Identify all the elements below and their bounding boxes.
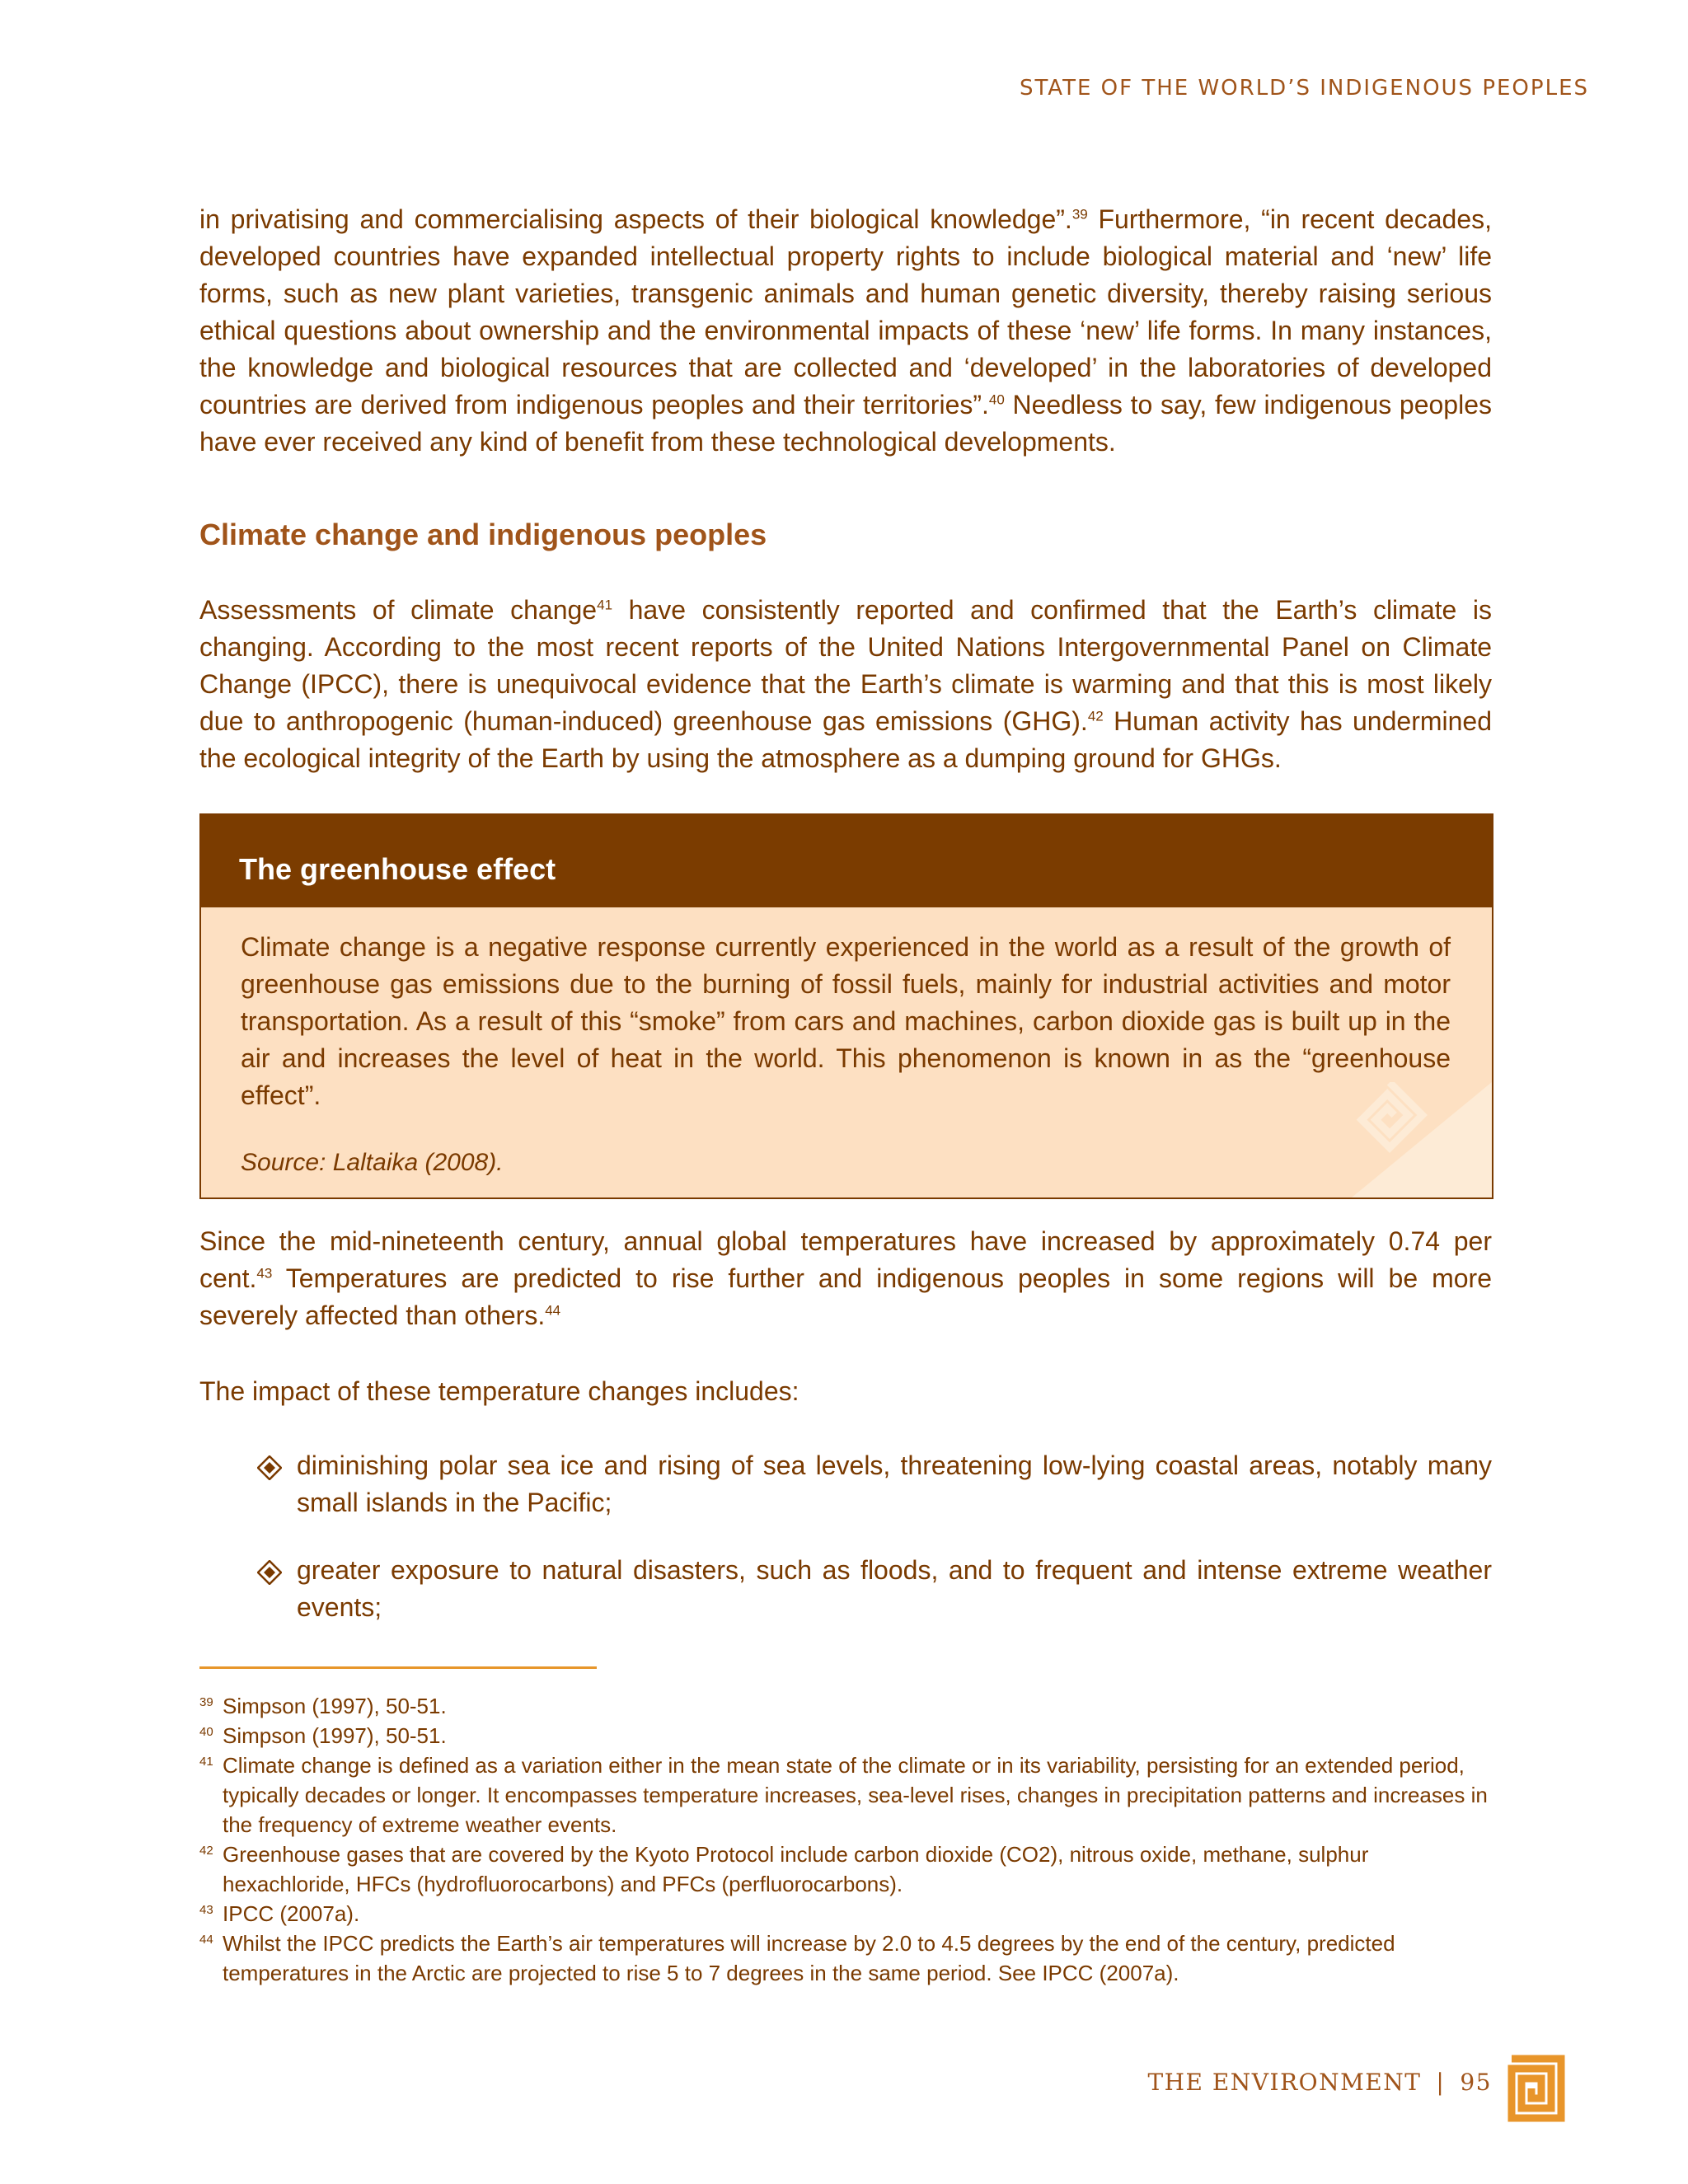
footnote-39 xyxy=(199,1691,1492,1721)
temperature-paragraph xyxy=(199,1223,1492,1334)
footnote-number: 39 xyxy=(199,1695,213,1709)
footnote-40 xyxy=(199,1721,1492,1750)
footer-separator: | xyxy=(1436,2069,1446,2096)
page-number: 95 xyxy=(1460,2069,1492,2096)
footnote-text: Simpson (1997), 50-51. xyxy=(223,1723,447,1748)
footnote-text: Greenhouse gases that are covered by the Kyoto Protocol include carbon dioxide (CO2), nitrous oxide, methane, sulphur hexachloride, HFCs (hydrofluorocarbons) and PFCs (perfluorocarbons). xyxy=(223,1842,1369,1896)
footnote-number: 41 xyxy=(199,1755,213,1769)
greenhouse-effect-box xyxy=(199,813,1493,1199)
footnote-number: 43 xyxy=(199,1903,213,1917)
footnote-text: IPCC (2007a). xyxy=(223,1901,360,1926)
footnote-ref-43[interactable]: 43 xyxy=(256,1265,273,1282)
assessment-text-1: Assessments of climate change xyxy=(199,595,598,625)
list-item xyxy=(257,1552,1492,1626)
footnote-ref-41[interactable]: 41 xyxy=(597,597,613,613)
section-heading: Climate change and indigenous peoples xyxy=(199,518,767,551)
footnote-number: 40 xyxy=(199,1725,213,1739)
intro-text-3: Needless to say, few indigenous peoples have ever received any kind of benefit from these technological developments. xyxy=(199,390,1493,457)
footnote-ref-42[interactable]: 42 xyxy=(1087,708,1104,724)
running-header: STATE OF THE WORLD’S INDIGENOUS PEOPLES xyxy=(1019,76,1589,101)
diamond-bullet-icon xyxy=(257,1560,282,1585)
footnotes xyxy=(199,1691,1492,1988)
spiral-watermark-icon xyxy=(1352,1082,1492,1197)
spiral-logo-icon xyxy=(1507,2054,1566,2123)
assessment-text-3: Human activity has undermined the ecological integrity of the Earth by using the atmosphere as a dumping ground for GHGs. xyxy=(199,706,1493,773)
temperature-text-2: Temperatures are predicted to rise further and indigenous peoples in some regions will be more severely affected than others. xyxy=(199,1263,1492,1330)
footnote-text: Whilst the IPCC predicts the Earth’s air temperatures will increase by 2.0 to 4.5 degrees by the end of the century, predicted temperatures in the Arctic are projected to rise 5 to 7 degrees in the same period. See IPCC (2007a). xyxy=(223,1931,1395,1985)
footnote-ref-39[interactable]: 39 xyxy=(1071,206,1088,223)
box-title: The greenhouse effect xyxy=(239,852,556,886)
footnote-44 xyxy=(199,1929,1492,1988)
box-text: Climate change is a negative response currently experienced in the world as a result of the growth of greenhouse gas emissions due to the burning of fossil fuels, mainly for industrial activities and motor transportation. As a result of this “smoke” from cars and machines, carbon dioxide gas is built up in the air and increases the level of heat in the world. This phenomenon is known in as the “greenhouse effect”. xyxy=(241,932,1451,1110)
footnote-42 xyxy=(199,1840,1492,1899)
impact-intro: The impact of these temperature changes includes: xyxy=(199,1376,799,1406)
assessment-text-2: have consistently reported and confirmed that the Earth’s climate is changing. According to the most recent reports of the United Nations Intergovernmental Panel on Climate Change (IPCC), there is unequivocal evidence that the Earth’s climate is warming and that this is most likely due to anthropogenic (human-induced) greenhouse gas emissions (GHG). xyxy=(199,595,1493,736)
box-source: Source: Laltaika (2008). xyxy=(241,1149,504,1176)
list-item-text: greater exposure to natural disasters, such as floods, and to frequent and intense extreme weather events; xyxy=(297,1555,1492,1622)
diamond-bullet-icon xyxy=(257,1455,282,1480)
footnote-43 xyxy=(199,1899,1492,1929)
intro-paragraph xyxy=(199,201,1492,461)
footnote-number: 44 xyxy=(199,1933,213,1947)
footnote-text: Climate change is defined as a variation either in the mean state of the climate or in its variability, persisting for an extended period, typically decades or longer. It encompasses temperature increases, sea-level rises, changes in precipitation patterns and increases in the frequency of extreme weather events. xyxy=(223,1753,1488,1837)
assessment-paragraph xyxy=(199,592,1492,777)
list-item xyxy=(257,1447,1492,1521)
footnote-number: 42 xyxy=(199,1844,213,1858)
box-body xyxy=(201,907,1492,1177)
chapter-title: THE ENVIRONMENT xyxy=(1147,2069,1422,2096)
intro-text-1: in privatising and commercialising aspects of their biological knowledge”. xyxy=(199,204,1072,234)
box-header xyxy=(201,815,1492,907)
footnote-41 xyxy=(199,1750,1492,1840)
footnote-text: Simpson (1997), 50-51. xyxy=(223,1694,447,1718)
footnote-ref-44[interactable]: 44 xyxy=(545,1302,561,1319)
page-footer xyxy=(1147,2069,1492,2096)
list-item-text: diminishing polar sea ice and rising of sea levels, threatening low-lying coastal areas, notably many small islands in the Pacific; xyxy=(297,1451,1492,1517)
footnote-ref-40[interactable]: 40 xyxy=(988,391,1005,408)
footnote-divider xyxy=(199,1666,597,1669)
temperature-text-1: Since the mid-nineteenth century, annual global temperatures have increased by approximately 0.74 per cent. xyxy=(199,1226,1492,1293)
intro-text-2: Furthermore, “in recent decades, developed countries have expanded intellectual property rights to include biological material and ‘new’ life forms, such as new plant varieties, transgenic animals and human genetic diversity, thereby raising serious ethical questions about ownership and the environmental impacts of these ‘new’ life forms. In many instances, the knowledge and biological resources that are collected and ‘developed’ in the laboratories of developed countries are derived from indigenous peoples and their territories”. xyxy=(199,204,1493,419)
